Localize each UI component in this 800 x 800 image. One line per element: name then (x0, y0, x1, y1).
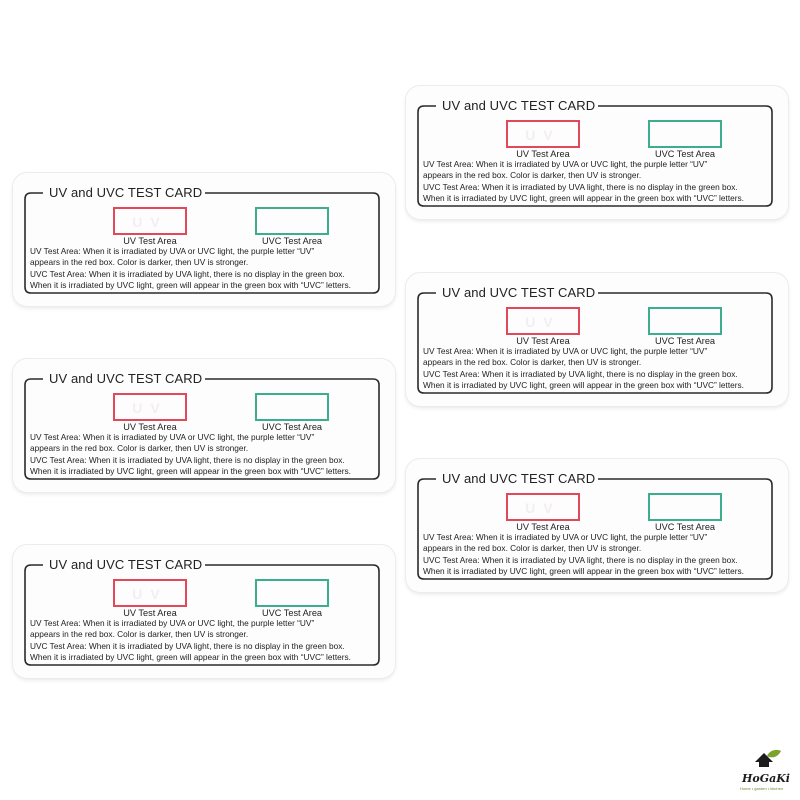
uv-test-box (113, 393, 187, 421)
uvc-test-box (255, 207, 329, 235)
description-line: When it is irradiated by UVC light, green will appear in the green box with “UVC” letters. (423, 379, 744, 390)
description-line: UV Test Area: When it is irradiated by UVA or UVC light, the purple letter “UV” (423, 159, 708, 169)
card-title: UV and UVC TEST CARD (49, 371, 203, 386)
uvc-test-area-label: UVC Test Area (261, 236, 323, 246)
card-frame (418, 96, 772, 206)
uvc-test-box (648, 307, 722, 335)
uvc-test-box (648, 120, 722, 148)
card-description (30, 618, 400, 663)
card-title: UV and UVC TEST CARD (442, 471, 596, 486)
description-line: When it is irradiated by UVC light, green will appear in the green box with “UVC” letters. (423, 192, 744, 203)
uv-faint-letters: UV (132, 214, 168, 230)
uv-test-card (406, 86, 788, 219)
uv-test-box (113, 207, 187, 235)
card-description (423, 532, 793, 577)
uv-test-card (13, 173, 395, 306)
card-description (423, 346, 793, 391)
uv-test-area-label: UV Test Area (516, 522, 570, 532)
description-line: appears in the red box. Color is darker, then UV is stronger. (423, 543, 642, 554)
card-frame (25, 183, 379, 293)
watermark-tagline: Home • garden • kitchen (740, 786, 784, 791)
description-line: appears in the red box. Color is darker, then UV is stronger. (30, 257, 249, 268)
uv-faint-letters: UV (132, 400, 168, 416)
description-line: UVC Test Area: When it is irradiated by UVA light, there is no display in the green box. (423, 368, 738, 379)
uv-test-area-label: UV Test Area (516, 336, 570, 346)
description-line: appears in the red box. Color is darker, then UV is stronger. (423, 170, 642, 181)
description-line: UVC Test Area: When it is irradiated by UVA light, there is no display in the green box. (30, 454, 345, 465)
uv-test-box (506, 493, 580, 521)
description-line: UVC Test Area: When it is irradiated by UVA light, there is no display in the green box. (423, 181, 738, 192)
uvc-test-area-label: UVC Test Area (261, 422, 323, 432)
description-line: UV Test Area: When it is irradiated by UVA or UVC light, the purple letter “UV” (30, 432, 315, 442)
card-title: UV and UVC TEST CARD (442, 285, 596, 300)
description-line: appears in the red box. Color is darker, then UV is stronger. (30, 443, 249, 454)
uvc-test-box (255, 579, 329, 607)
uv-faint-letters: UV (525, 314, 561, 330)
card-title: UV and UVC TEST CARD (49, 557, 203, 572)
card-frame (25, 369, 379, 479)
uvc-test-box (255, 393, 329, 421)
uv-test-area-label: UV Test Area (123, 236, 177, 246)
house-leaf-icon (752, 748, 782, 770)
uv-test-box (506, 307, 580, 335)
description-line: When it is irradiated by UVC light, green will appear in the green box with “UVC” letters. (30, 465, 351, 476)
description-line: UV Test Area: When it is irradiated by UVA or UVC light, the purple letter “UV” (30, 618, 315, 628)
card-title: UV and UVC TEST CARD (442, 98, 596, 113)
card-frame (25, 555, 379, 665)
description-line: When it is irradiated by UVC light, green will appear in the green box with “UVC” letters. (30, 651, 351, 662)
uv-test-card (13, 545, 395, 678)
watermark-name: HoGaKi (742, 772, 790, 785)
uv-test-area-label: UV Test Area (516, 149, 570, 159)
uvc-test-area-label: UVC Test Area (654, 336, 716, 346)
uv-test-card (406, 459, 788, 592)
card-title: UV and UVC TEST CARD (49, 185, 203, 200)
description-line: UVC Test Area: When it is irradiated by UVA light, there is no display in the green box. (423, 554, 738, 565)
description-line: UV Test Area: When it is irradiated by UVA or UVC light, the purple letter “UV” (423, 532, 708, 542)
description-line: UVC Test Area: When it is irradiated by UVA light, there is no display in the green box. (30, 640, 345, 651)
uv-test-box (506, 120, 580, 148)
card-description (30, 246, 400, 291)
uvc-test-area-label: UVC Test Area (261, 608, 323, 618)
description-line: UV Test Area: When it is irradiated by UVA or UVC light, the purple letter “UV” (30, 246, 315, 256)
uvc-test-box (648, 493, 722, 521)
description-line: UV Test Area: When it is irradiated by UVA or UVC light, the purple letter “UV” (423, 346, 708, 356)
card-frame (418, 283, 772, 393)
uv-test-card (13, 359, 395, 492)
description-line: appears in the red box. Color is darker, then UV is stronger. (30, 629, 249, 640)
watermark-logo (740, 748, 798, 794)
card-description (30, 432, 400, 477)
uv-test-area-label: UV Test Area (123, 422, 177, 432)
uv-faint-letters: UV (132, 586, 168, 602)
card-frame (418, 469, 772, 579)
uv-test-area-label: UV Test Area (123, 608, 177, 618)
uv-test-box (113, 579, 187, 607)
uv-faint-letters: UV (525, 127, 561, 143)
description-line: When it is irradiated by UVC light, green will appear in the green box with “UVC” letters. (423, 565, 744, 576)
uv-faint-letters: UV (525, 500, 561, 516)
uvc-test-area-label: UVC Test Area (654, 522, 716, 532)
card-description (423, 159, 793, 204)
description-line: appears in the red box. Color is darker, then UV is stronger. (423, 357, 642, 368)
description-line: When it is irradiated by UVC light, green will appear in the green box with “UVC” letters. (30, 279, 351, 290)
uv-test-card (406, 273, 788, 406)
description-line: UVC Test Area: When it is irradiated by UVA light, there is no display in the green box. (30, 268, 345, 279)
uvc-test-area-label: UVC Test Area (654, 149, 716, 159)
